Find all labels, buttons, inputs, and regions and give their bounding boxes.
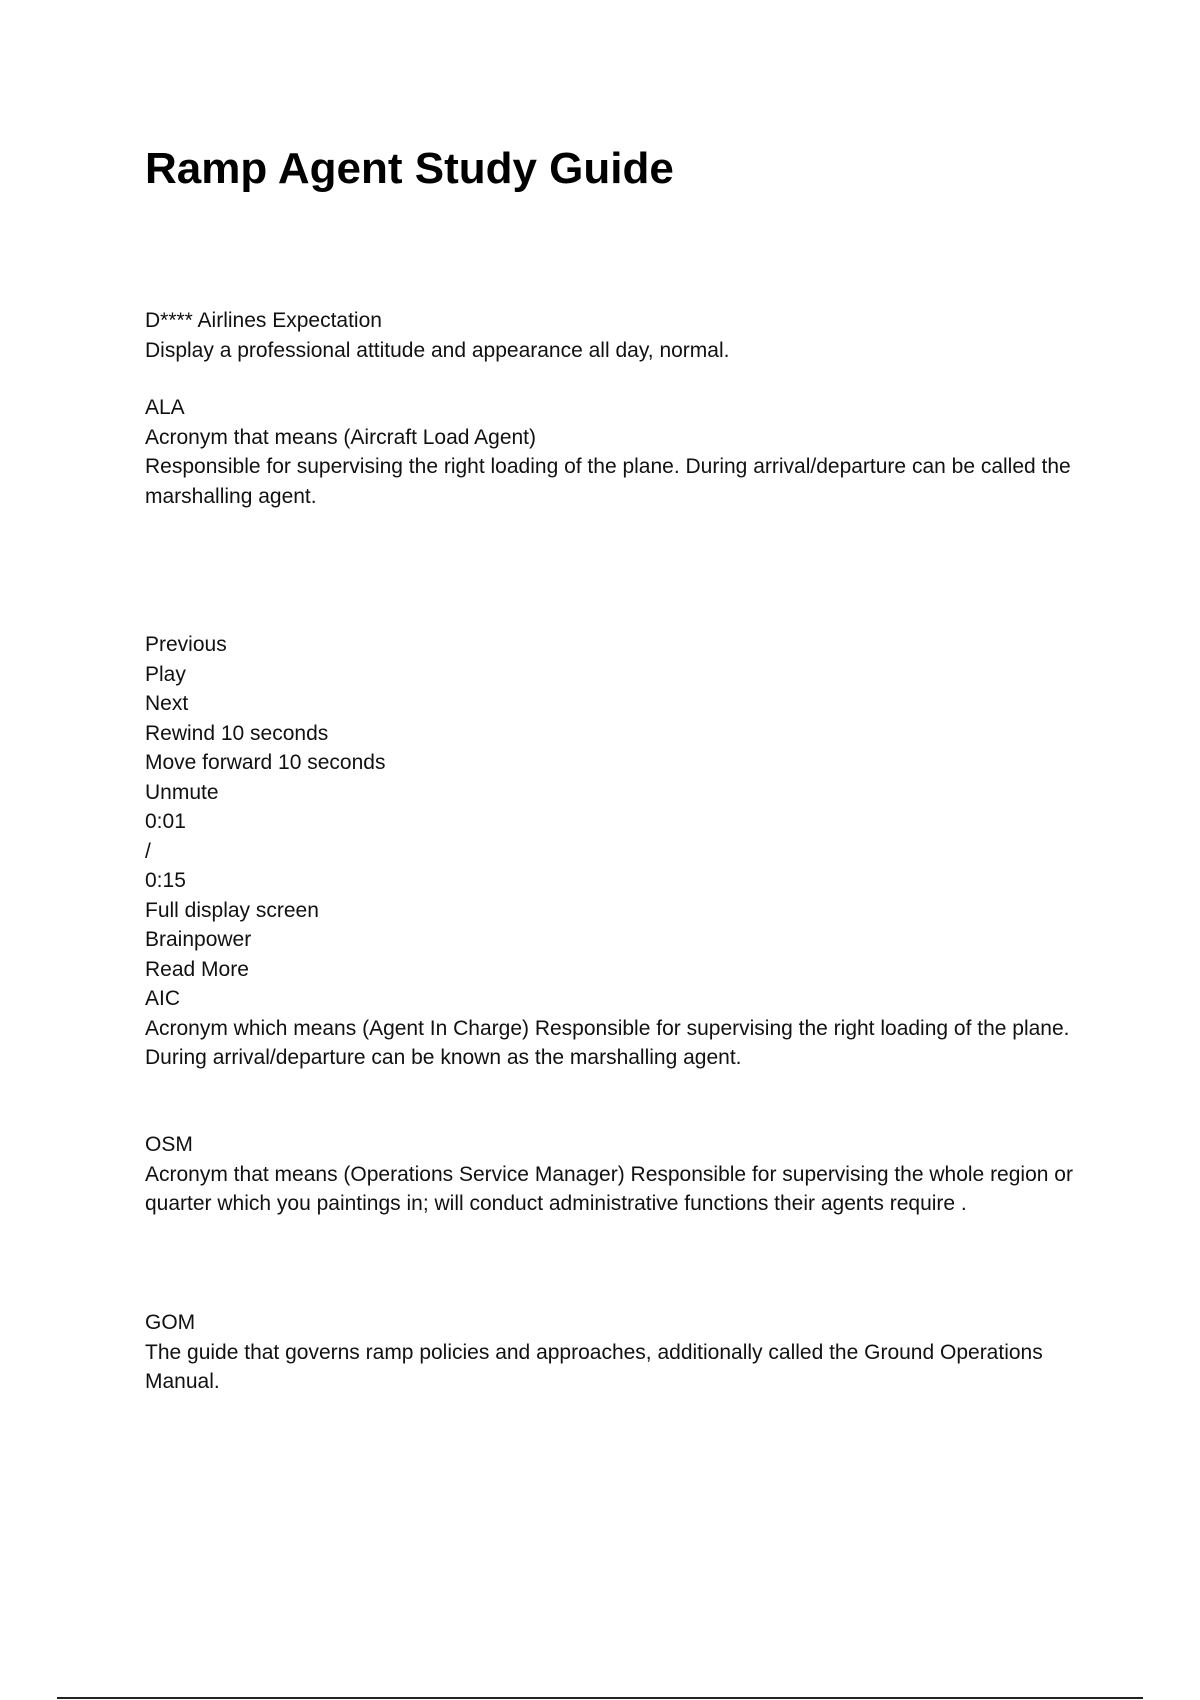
ala-expansion: Acronym that means (Aircraft Load Agent) — [145, 425, 537, 449]
aic-term: AIC — [145, 987, 181, 1010]
play-button[interactable]: Play — [145, 662, 186, 686]
expectation-term: D**** Airlines Expectation — [145, 309, 382, 332]
previous-button[interactable]: Previous — [145, 633, 227, 656]
read-more-link[interactable]: Read More — [145, 957, 249, 981]
ala-definition: Responsible for supervising the right loading of the plane. During arrival/departure can be called the marshalling agent. — [145, 455, 1071, 508]
gom-term: GOM — [145, 1311, 196, 1334]
unmute-button[interactable]: Unmute — [145, 780, 219, 804]
duration: 0:15 — [145, 869, 186, 892]
forward-button[interactable]: Move forward 10 seconds — [145, 751, 386, 774]
next-button[interactable]: Next — [145, 692, 189, 715]
osm-section — [145, 1130, 1105, 1219]
aic-definition: Acronym which means (Agent In Charge) Responsible for supervising the right loading of the plane. During arrival/departure can be known as the marshalling agent. — [145, 1016, 1070, 1069]
rewind-button[interactable]: Rewind 10 seconds — [145, 721, 329, 745]
osm-definition: Acronym that means (Operations Service Manager) Responsible for supervising the whole region or quarter which you paintings in; will conduct administrative functions their agents require . — [145, 1162, 1073, 1215]
media-player-text — [145, 630, 1105, 984]
ala-term: ALA — [145, 396, 185, 419]
current-time: 0:01 — [145, 810, 186, 833]
osm-term: OSM — [145, 1133, 193, 1156]
time-separator: / — [145, 839, 151, 863]
page-title: Ramp Agent Study Guide — [145, 144, 674, 193]
brand-label: Brainpower — [145, 928, 252, 951]
ala-section — [145, 393, 1105, 511]
footer-divider — [57, 1697, 1143, 1699]
expectation-definition: Display a professional attitude and appearance all day, normal. — [145, 338, 730, 362]
fullscreen-button[interactable]: Full display screen — [145, 898, 319, 922]
aic-section — [145, 984, 1105, 1073]
gom-section — [145, 1308, 1105, 1397]
expectation-section — [145, 306, 1105, 365]
gom-definition: The guide that governs ramp policies and approaches, additionally called the Ground Operations Manual. — [145, 1340, 1043, 1393]
